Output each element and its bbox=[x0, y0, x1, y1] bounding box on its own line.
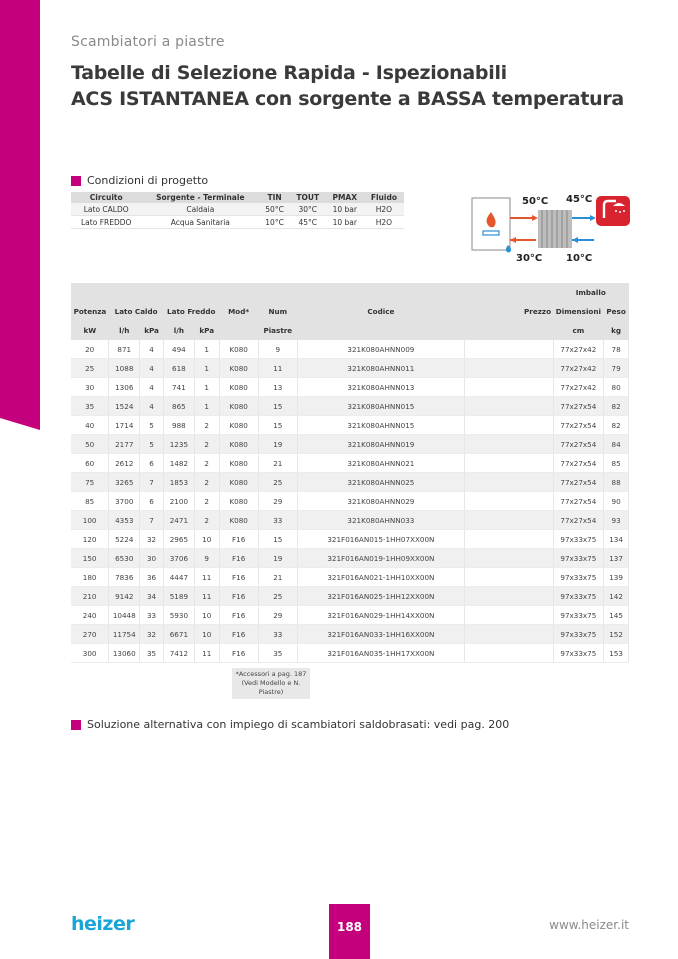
unit-cell: kPa bbox=[140, 321, 164, 340]
table-cell bbox=[464, 435, 553, 454]
table-cell: 7836 bbox=[109, 568, 140, 587]
header-lato-freddo: Lato Freddo bbox=[163, 302, 219, 321]
table-cell: 29 bbox=[258, 606, 297, 625]
table-cell: F16 bbox=[219, 587, 258, 606]
table-cell: 153 bbox=[604, 644, 629, 663]
table-cell: 77x27x54 bbox=[553, 454, 604, 473]
page-title-line1: Tabelle di Selezione Rapida - Ispezionabili bbox=[71, 62, 507, 84]
table-cell: 60 bbox=[71, 454, 109, 473]
table-cell: 3706 bbox=[163, 549, 194, 568]
table-row bbox=[71, 606, 629, 625]
table-cell: 321K080AHNN015 bbox=[297, 416, 464, 435]
table-row bbox=[71, 435, 629, 454]
table-cell: 36 bbox=[140, 568, 164, 587]
table-cell: 321K080AHNN009 bbox=[297, 340, 464, 359]
table-cell: 25 bbox=[71, 359, 109, 378]
table-row bbox=[71, 587, 629, 606]
page-number: 188 bbox=[329, 904, 370, 959]
table-cell bbox=[464, 473, 553, 492]
table-cell: 6530 bbox=[109, 549, 140, 568]
table-cell: F16 bbox=[219, 530, 258, 549]
table-cell: 321K080AHNN013 bbox=[297, 378, 464, 397]
table-cell: 77x27x54 bbox=[553, 397, 604, 416]
table-cell: 5 bbox=[140, 416, 164, 435]
table-cell: 6 bbox=[140, 492, 164, 511]
table-cell: 25 bbox=[258, 587, 297, 606]
header-dimensioni: Dimensioni bbox=[553, 302, 604, 321]
table-cell: 10 bbox=[194, 625, 219, 644]
table-cell: 88 bbox=[604, 473, 629, 492]
table-row bbox=[71, 625, 629, 644]
table-cell: 134 bbox=[604, 530, 629, 549]
table-cell: 1482 bbox=[163, 454, 194, 473]
table-cell: 20 bbox=[71, 340, 109, 359]
table-row bbox=[71, 549, 629, 568]
table-cell: 210 bbox=[71, 587, 109, 606]
table-cell: 97x33x75 bbox=[553, 587, 604, 606]
table-cell: 21 bbox=[258, 454, 297, 473]
table-cell: K080 bbox=[219, 454, 258, 473]
unit-cell: kW bbox=[71, 321, 109, 340]
table-cell: 82 bbox=[604, 397, 629, 416]
table-cell: F16 bbox=[219, 568, 258, 587]
table-cell bbox=[464, 378, 553, 397]
table-cell: 9 bbox=[258, 340, 297, 359]
alternative-solution-note: Soluzione alternativa con impiego di scambiatori saldobrasati: vedi pag. 200 bbox=[71, 718, 509, 731]
table-cell: 11 bbox=[194, 568, 219, 587]
table-cell: K080 bbox=[219, 340, 258, 359]
hot-out-temp: 30°C bbox=[516, 253, 543, 264]
table-cell bbox=[464, 492, 553, 511]
table-cell bbox=[464, 568, 553, 587]
table-row bbox=[71, 473, 629, 492]
table-cell: 321K080AHNN033 bbox=[297, 511, 464, 530]
table-cell: 85 bbox=[604, 454, 629, 473]
table-row bbox=[71, 568, 629, 587]
table-cell: 4447 bbox=[163, 568, 194, 587]
table-cell: 321F016AN033-1HH16XX00N bbox=[297, 625, 464, 644]
table-cell: 84 bbox=[604, 435, 629, 454]
table-cell: 40 bbox=[71, 416, 109, 435]
table-cell: K080 bbox=[219, 492, 258, 511]
table-cell bbox=[464, 359, 553, 378]
table-cell: 741 bbox=[163, 378, 194, 397]
table-cell: 618 bbox=[163, 359, 194, 378]
table-cell: 321F016AN015-1HH07XX00N bbox=[297, 530, 464, 549]
conditions-cell: 50°C bbox=[259, 203, 290, 216]
header-codice: Codice bbox=[297, 302, 464, 321]
table-cell: 85 bbox=[71, 492, 109, 511]
table-cell: 5930 bbox=[163, 606, 194, 625]
table-cell: 1306 bbox=[109, 378, 140, 397]
table-cell: K080 bbox=[219, 378, 258, 397]
table-cell: 321F016AN029-1HH14XX00N bbox=[297, 606, 464, 625]
table-cell: 32 bbox=[140, 625, 164, 644]
table-cell: 29 bbox=[258, 492, 297, 511]
table-cell: 6671 bbox=[163, 625, 194, 644]
cond-col-circuito: Circuito bbox=[71, 192, 141, 203]
conditions-table bbox=[71, 192, 404, 229]
table-cell: 240 bbox=[71, 606, 109, 625]
table-cell: K080 bbox=[219, 511, 258, 530]
table-cell bbox=[464, 511, 553, 530]
header-prezzo: Prezzo bbox=[464, 302, 553, 321]
table-row bbox=[71, 492, 629, 511]
table-row bbox=[71, 416, 629, 435]
table-row bbox=[71, 378, 629, 397]
cold-out-temp: 45°C bbox=[566, 194, 593, 205]
unit-cell: kPa bbox=[194, 321, 219, 340]
header-imballo: Imballo bbox=[553, 283, 628, 302]
table-cell: 15 bbox=[258, 397, 297, 416]
table-cell: K080 bbox=[219, 416, 258, 435]
table-cell: 321F016AN021-1HH10XX00N bbox=[297, 568, 464, 587]
table-cell: 1524 bbox=[109, 397, 140, 416]
section-title: Scambiatori a piastre bbox=[71, 34, 225, 50]
table-cell: 2 bbox=[194, 454, 219, 473]
table-cell: 50 bbox=[71, 435, 109, 454]
heizer-logo: heizer bbox=[71, 913, 135, 935]
table-row bbox=[71, 511, 629, 530]
table-cell: 142 bbox=[604, 587, 629, 606]
table-cell: 75 bbox=[71, 473, 109, 492]
table-cell: 77x27x42 bbox=[553, 340, 604, 359]
table-cell: K080 bbox=[219, 473, 258, 492]
table-cell: 2177 bbox=[109, 435, 140, 454]
table-cell: 1 bbox=[194, 397, 219, 416]
conditions-row bbox=[71, 203, 404, 216]
table-cell: 93 bbox=[604, 511, 629, 530]
conditions-cell: H2O bbox=[364, 203, 404, 216]
table-cell: 33 bbox=[258, 511, 297, 530]
table-cell: 321K080AHNN021 bbox=[297, 454, 464, 473]
table-cell: 2 bbox=[194, 511, 219, 530]
table-cell: 1 bbox=[194, 359, 219, 378]
table-row bbox=[71, 359, 629, 378]
table-cell: 321K080AHNN011 bbox=[297, 359, 464, 378]
table-cell: 13060 bbox=[109, 644, 140, 663]
table-row bbox=[71, 454, 629, 473]
table-cell: 82 bbox=[604, 416, 629, 435]
table-cell: 3700 bbox=[109, 492, 140, 511]
unit-cell bbox=[297, 321, 464, 340]
table-cell: 77x27x54 bbox=[553, 473, 604, 492]
table-cell: 321K080AHNN029 bbox=[297, 492, 464, 511]
table-cell: 5189 bbox=[163, 587, 194, 606]
table-cell: F16 bbox=[219, 644, 258, 663]
corner-accent bbox=[0, 0, 40, 430]
table-cell: 139 bbox=[604, 568, 629, 587]
table-cell: 80 bbox=[604, 378, 629, 397]
unit-cell: l/h bbox=[109, 321, 140, 340]
table-cell: F16 bbox=[219, 549, 258, 568]
bullet-square-icon bbox=[71, 176, 81, 186]
table-cell: 97x33x75 bbox=[553, 606, 604, 625]
table-cell: 30 bbox=[71, 378, 109, 397]
table-cell: 30 bbox=[140, 549, 164, 568]
header-potenza: Potenza bbox=[71, 302, 109, 321]
unit-cell: cm bbox=[553, 321, 604, 340]
table-cell: 78 bbox=[604, 340, 629, 359]
table-cell: 145 bbox=[604, 606, 629, 625]
table-cell: K080 bbox=[219, 397, 258, 416]
table-cell: 1 bbox=[194, 340, 219, 359]
table-cell: 7 bbox=[140, 511, 164, 530]
table-cell: 150 bbox=[71, 549, 109, 568]
page-title-line2: ACS ISTANTANEA con sorgente a BASSA temperatura bbox=[71, 88, 624, 110]
header-mod: Mod* bbox=[219, 302, 258, 321]
table-cell: 321K080AHNN025 bbox=[297, 473, 464, 492]
table-cell: 2 bbox=[194, 435, 219, 454]
table-cell: 11 bbox=[258, 359, 297, 378]
table-row bbox=[71, 644, 629, 663]
table-cell: 77x27x42 bbox=[553, 359, 604, 378]
table-cell bbox=[464, 644, 553, 663]
table-cell: 10 bbox=[194, 530, 219, 549]
table-cell: 4 bbox=[140, 340, 164, 359]
header-peso: Peso bbox=[604, 302, 629, 321]
conditions-cell: 10°C bbox=[259, 216, 290, 229]
table-row bbox=[71, 397, 629, 416]
table-cell: 871 bbox=[109, 340, 140, 359]
table-cell: F16 bbox=[219, 625, 258, 644]
table-cell: 77x27x54 bbox=[553, 492, 604, 511]
header-lato-caldo: Lato Caldo bbox=[109, 302, 164, 321]
table-cell bbox=[464, 397, 553, 416]
table-cell: 32 bbox=[140, 530, 164, 549]
conditions-cell: 10 bar bbox=[326, 216, 364, 229]
table-cell: 2 bbox=[194, 473, 219, 492]
table-cell: 100 bbox=[71, 511, 109, 530]
table-cell: 180 bbox=[71, 568, 109, 587]
table-cell: 90 bbox=[604, 492, 629, 511]
table-cell bbox=[464, 454, 553, 473]
table-cell: 35 bbox=[140, 644, 164, 663]
table-cell: 15 bbox=[258, 416, 297, 435]
table-cell: 7412 bbox=[163, 644, 194, 663]
table-cell: 79 bbox=[604, 359, 629, 378]
table-cell: 35 bbox=[71, 397, 109, 416]
table-cell: 97x33x75 bbox=[553, 625, 604, 644]
table-cell: 33 bbox=[140, 606, 164, 625]
accessories-note: *Accessori a pag. 187 (Vedi Modello e N. Piastre) bbox=[232, 668, 310, 699]
table-cell: 34 bbox=[140, 587, 164, 606]
table-cell: 1 bbox=[194, 378, 219, 397]
table-cell: K080 bbox=[219, 359, 258, 378]
table-cell: 21 bbox=[258, 568, 297, 587]
table-cell: 19 bbox=[258, 435, 297, 454]
conditions-cell: 45°C bbox=[290, 216, 326, 229]
table-cell: 2 bbox=[194, 416, 219, 435]
unit-cell bbox=[464, 321, 553, 340]
table-cell: 25 bbox=[258, 473, 297, 492]
table-cell: 77x27x42 bbox=[553, 378, 604, 397]
table-cell: 9142 bbox=[109, 587, 140, 606]
table-cell: 15 bbox=[258, 530, 297, 549]
unit-cell bbox=[219, 321, 258, 340]
table-cell: 120 bbox=[71, 530, 109, 549]
conditions-cell: Lato CALDO bbox=[71, 203, 141, 216]
table-cell: 300 bbox=[71, 644, 109, 663]
table-cell: 321F016AN025-1HH12XX00N bbox=[297, 587, 464, 606]
table-cell bbox=[464, 416, 553, 435]
table-cell: 4 bbox=[140, 378, 164, 397]
table-cell bbox=[464, 530, 553, 549]
table-cell: 10448 bbox=[109, 606, 140, 625]
table-cell: 1714 bbox=[109, 416, 140, 435]
table-cell bbox=[464, 549, 553, 568]
conditions-cell: Caldaia bbox=[141, 203, 259, 216]
bullet-square-icon bbox=[71, 720, 81, 730]
table-cell: 1853 bbox=[163, 473, 194, 492]
table-cell: K080 bbox=[219, 435, 258, 454]
table-cell: 5224 bbox=[109, 530, 140, 549]
cond-col-tout: TOUT bbox=[290, 192, 326, 203]
cond-col-pmax: PMAX bbox=[326, 192, 364, 203]
table-cell: 1088 bbox=[109, 359, 140, 378]
table-cell: 865 bbox=[163, 397, 194, 416]
table-cell: 321K080AHNN019 bbox=[297, 435, 464, 454]
table-cell: 137 bbox=[604, 549, 629, 568]
table-cell: 321K080AHNN015 bbox=[297, 397, 464, 416]
table-cell: 77x27x54 bbox=[553, 435, 604, 454]
table-cell bbox=[464, 340, 553, 359]
table-cell: 97x33x75 bbox=[553, 644, 604, 663]
table-cell: 1235 bbox=[163, 435, 194, 454]
table-cell: 2965 bbox=[163, 530, 194, 549]
table-cell: 2100 bbox=[163, 492, 194, 511]
table-row bbox=[71, 530, 629, 549]
conditions-cell: H2O bbox=[364, 216, 404, 229]
table-cell: 321F016AN019-1HH09XX00N bbox=[297, 549, 464, 568]
table-cell: 4353 bbox=[109, 511, 140, 530]
table-cell: 5 bbox=[140, 435, 164, 454]
website-link[interactable]: www.heizer.it bbox=[549, 918, 629, 932]
table-cell: 494 bbox=[163, 340, 194, 359]
table-cell: 2471 bbox=[163, 511, 194, 530]
heat-exchanger-diagram bbox=[470, 190, 635, 265]
table-cell: 97x33x75 bbox=[553, 530, 604, 549]
table-cell: 35 bbox=[258, 644, 297, 663]
table-cell: 2 bbox=[194, 492, 219, 511]
table-cell: 77x27x54 bbox=[553, 416, 604, 435]
table-cell: F16 bbox=[219, 606, 258, 625]
hot-in-temp: 50°C bbox=[522, 196, 549, 207]
table-cell: 6 bbox=[140, 454, 164, 473]
table-cell: 3265 bbox=[109, 473, 140, 492]
cond-col-tin: TIN bbox=[259, 192, 290, 203]
header-num: Num bbox=[258, 302, 297, 321]
table-cell: 13 bbox=[258, 378, 297, 397]
table-cell: 7 bbox=[140, 473, 164, 492]
unit-cell: kg bbox=[604, 321, 629, 340]
table-cell: 10 bbox=[194, 606, 219, 625]
table-cell bbox=[464, 587, 553, 606]
table-cell: 11 bbox=[194, 587, 219, 606]
page-title bbox=[71, 60, 624, 112]
conditions-cell: 10 bar bbox=[326, 203, 364, 216]
table-cell: 11754 bbox=[109, 625, 140, 644]
selection-table bbox=[71, 283, 629, 663]
table-cell: 97x33x75 bbox=[553, 568, 604, 587]
unit-cell: Piastre bbox=[258, 321, 297, 340]
table-cell: 988 bbox=[163, 416, 194, 435]
cond-col-fluido: Fluido bbox=[364, 192, 404, 203]
cond-col-sorgente: Sorgente - Terminale bbox=[141, 192, 259, 203]
table-cell: 77x27x54 bbox=[553, 511, 604, 530]
table-row bbox=[71, 340, 629, 359]
table-cell: 97x33x75 bbox=[553, 549, 604, 568]
conditions-cell: Lato FREDDO bbox=[71, 216, 141, 229]
conditions-cell: 30°C bbox=[290, 203, 326, 216]
table-cell: 4 bbox=[140, 397, 164, 416]
table-cell: 33 bbox=[258, 625, 297, 644]
table-cell: 270 bbox=[71, 625, 109, 644]
cold-in-temp: 10°C bbox=[566, 253, 593, 264]
table-cell: 11 bbox=[194, 644, 219, 663]
table-cell: 4 bbox=[140, 359, 164, 378]
table-cell bbox=[464, 625, 553, 644]
table-cell: 321F016AN035-1HH17XX00N bbox=[297, 644, 464, 663]
conditions-heading: Condizioni di progetto bbox=[71, 174, 208, 187]
conditions-row bbox=[71, 216, 404, 229]
table-cell: 152 bbox=[604, 625, 629, 644]
table-cell: 19 bbox=[258, 549, 297, 568]
table-cell bbox=[464, 606, 553, 625]
table-cell: 9 bbox=[194, 549, 219, 568]
unit-cell: l/h bbox=[163, 321, 194, 340]
table-cell: 2612 bbox=[109, 454, 140, 473]
conditions-cell: Acqua Sanitaria bbox=[141, 216, 259, 229]
